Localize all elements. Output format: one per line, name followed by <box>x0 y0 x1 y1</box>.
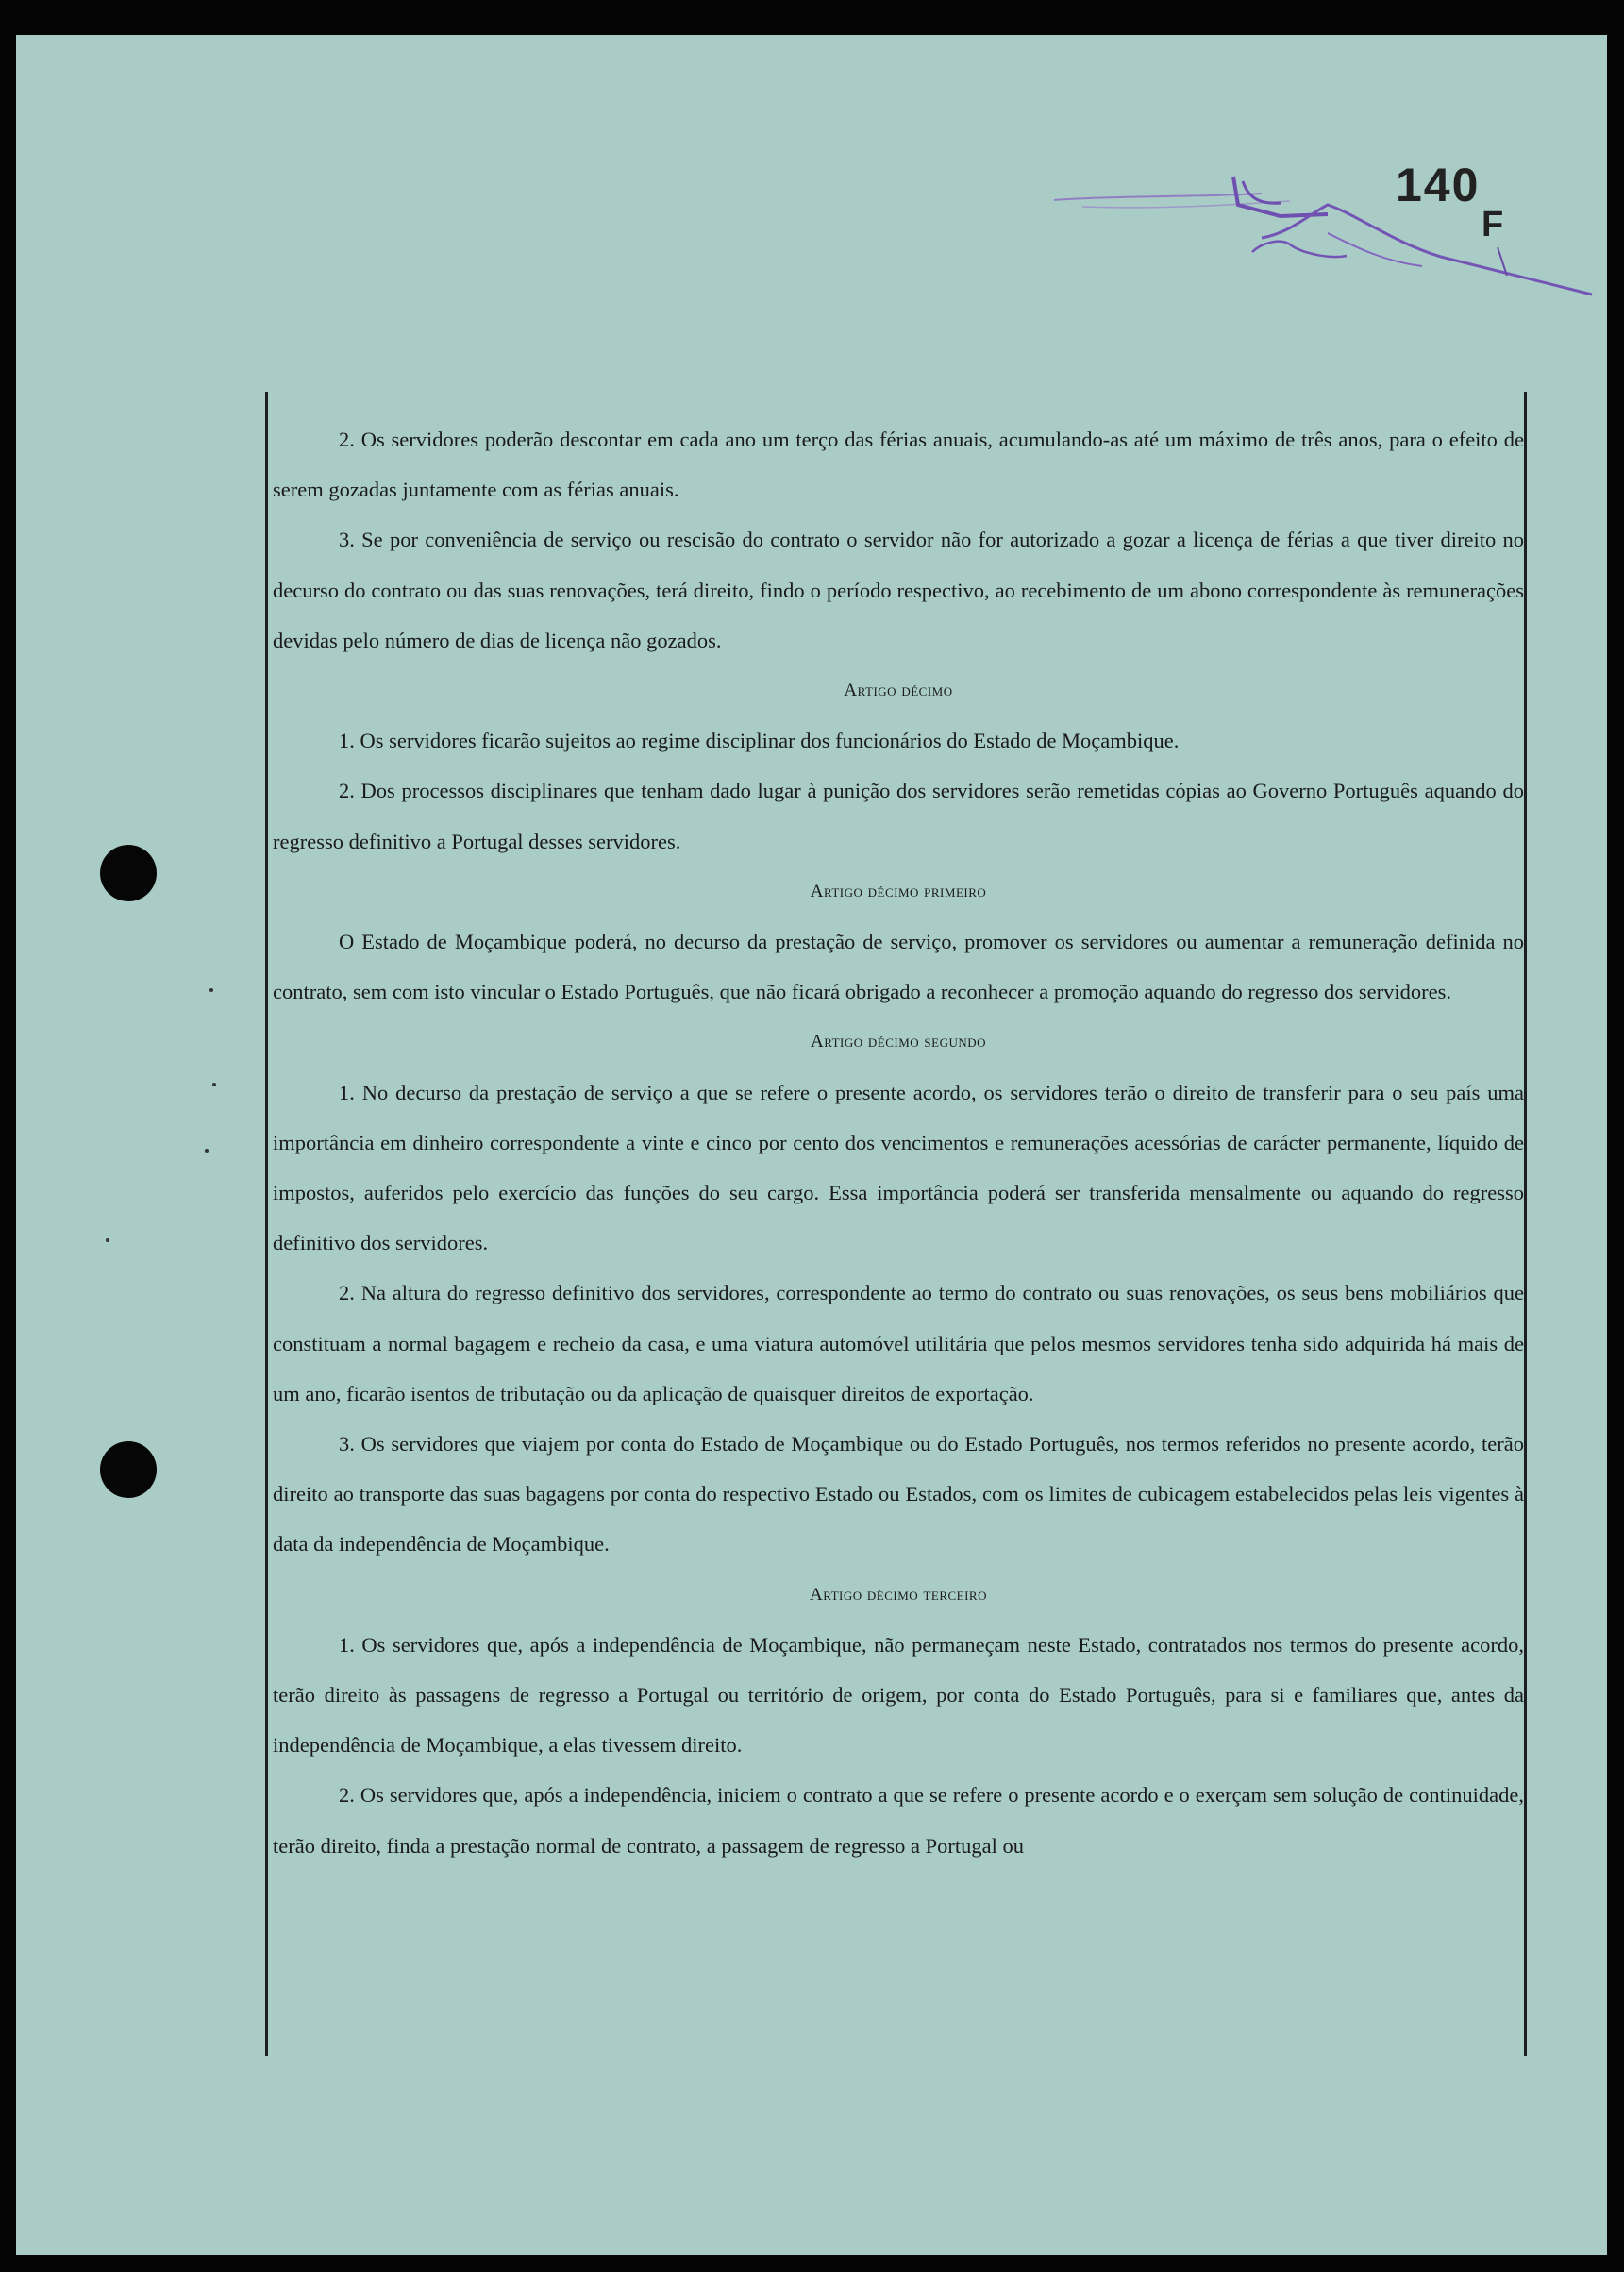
article-heading: Artigo décimo terceiro <box>810 1584 987 1605</box>
paragraph: 1. Os servidores que, após a independência de Moçambique, não permaneçam neste Estado, contratados nos termos do presente acordo, terão direito às passagens de regresso a Portugal ou território de origem, por conta do Estado Português, para si e familiares que, antes da independência de Moçambique, a elas tivessem direito. <box>273 1632 1524 1758</box>
paragraph: O Estado de Moçambique poderá, no decurso da prestação de serviço, promover os servidores ou aumentar a remuneração definida no contrato, sem com isto vincular o Estado Português, que não ficará obrigado a reconhecer a promoção aquando do regresso dos servidores. <box>273 930 1524 1004</box>
punch-hole <box>100 1441 157 1498</box>
document-page <box>16 35 1607 2255</box>
speck <box>212 1083 216 1086</box>
paragraph: 3. Se por conveniência de serviço ou rescisão do contrato o servidor não for autorizado a gozar a licença de férias a que tiver direito no decurso do contrato ou das suas renovações, terá direito, findo o período respectivo, ao recebimento de um abono correspondente às remunerações devidas pelo número de dias de licença não gozados. <box>273 528 1524 652</box>
article-heading: Artigo décimo primeiro <box>810 881 987 901</box>
document-body <box>273 414 1524 1871</box>
paragraph: 2. Dos processos disciplinares que tenham dado lugar à punição dos servidores serão remetidas cópias ao Governo Português aquando do regresso definitivo a Portugal desses servidores. <box>273 779 1524 853</box>
paragraph: 2. Na altura do regresso definitivo dos servidores, correspondente ao termo do contrato ou suas renovações, os seus bens mobiliários que constituam a normal bagagem e recheio da casa, e uma viatura automóvel utilitária que pelos mesmos servidores tenha sido adquirida há mais de um ano, ficarão isentos de tributação ou da aplicação de quaisquer direitos de exportação. <box>273 1281 1524 1405</box>
article-heading: Artigo décimo segundo <box>810 1032 987 1052</box>
right-margin-rule <box>1524 392 1527 2056</box>
speck <box>205 1149 209 1153</box>
paragraph: 1. Os servidores ficarão sujeitos ao regime disciplinar dos funcionários do Estado de Moçambique. <box>339 729 1180 753</box>
speck <box>106 1238 109 1242</box>
signature-mark <box>1045 158 1611 318</box>
page-stamp-letter: F <box>1482 205 1504 244</box>
paragraph: 3. Os servidores que viajem por conta do Estado de Moçambique ou do Estado Português, nos termos referidos no presente acordo, terão direito ao transporte das suas bagagens por conta do respectivo Estado ou Estados, com os limites de cubicagem estabelecidos pelas leis vigentes à data da independência de Moçambique. <box>273 1432 1524 1557</box>
paragraph: 1. No decurso da prestação de serviço a que se refere o presente acordo, os servidores terão o direito de transferir para o seu país uma importância em dinheiro correspondente a vinte e cinco por cento dos vencimentos e remunerações acessórias de carácter permanente, líquido de impostos, auferidos pelo exercício das funções do seu cargo. Essa importância poderá ser transferida mensalmente ou aquando do regresso definitivo dos servidores. <box>273 1080 1524 1255</box>
page-stamp-number: 140 <box>1396 159 1481 211</box>
paragraph: 2. Os servidores que, após a independência, iniciem o contrato a que se refere o presente acordo e o exerçam sem solução de continuidade, terão direito, finda a prestação normal de contrato, a passagem de regresso a Portugal ou <box>273 1783 1524 1858</box>
punch-hole <box>100 845 157 901</box>
article-heading: Artigo décimo <box>844 681 953 701</box>
speck <box>209 988 213 992</box>
paragraph: 2. Os servidores poderão descontar em cada ano um terço das férias anuais, acumulando-as até um máximo de três anos, para o efeito de serem gozadas juntamente com as férias anuais. <box>273 428 1524 502</box>
left-margin-rule <box>265 392 268 2056</box>
